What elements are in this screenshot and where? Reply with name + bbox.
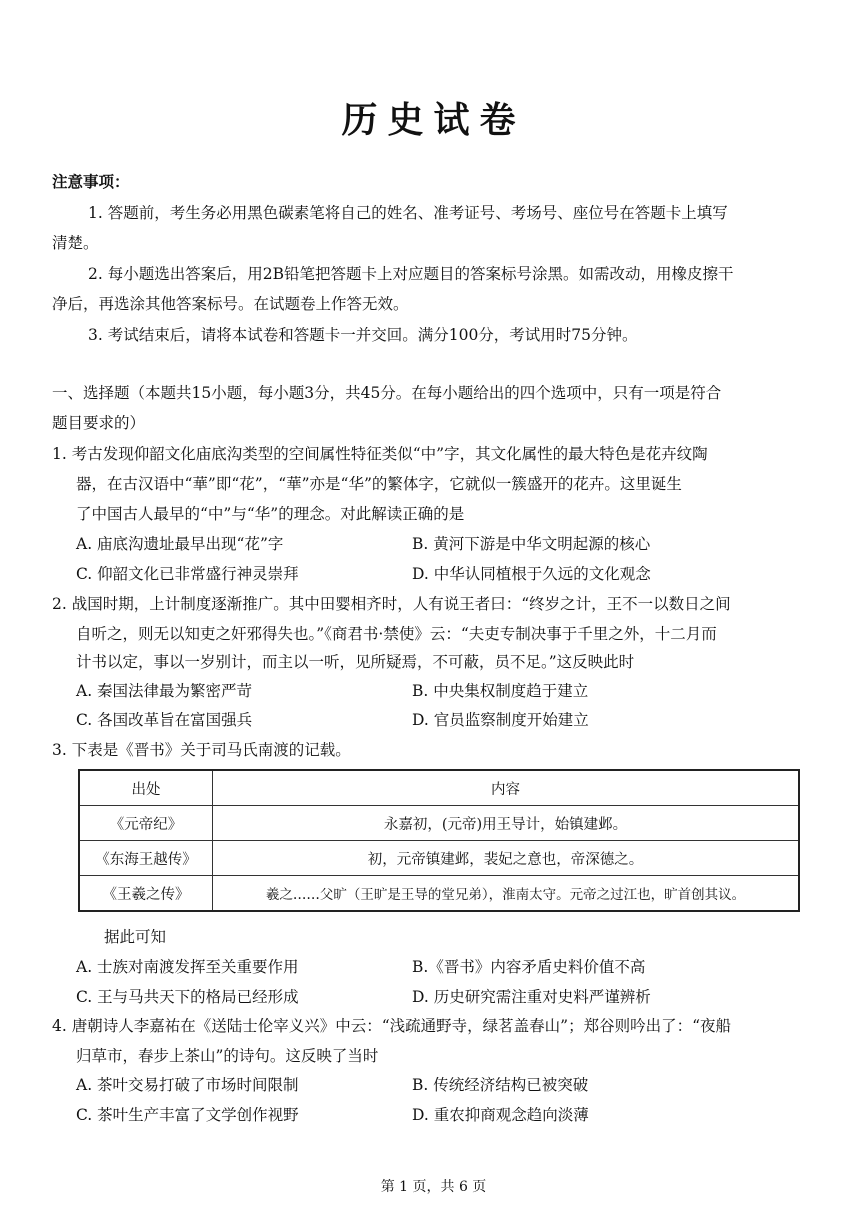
question-3-stem: 3. 下表是《晋书》关于司马氏南渡的记载。: [52, 741, 351, 759]
table-cell-content: 永嘉初，(元帝)用王导计，始镇建邺。: [213, 806, 800, 841]
question-1-option-a: A. 庙底沟遗址最早出现“花”字: [76, 535, 284, 553]
table-row: [79, 806, 799, 841]
question-2-option-a: A. 秦国法律最为繁密严苛: [76, 682, 253, 700]
question-4-option-d: D. 重农抑商观念趋向淡薄: [412, 1106, 589, 1124]
question-4-option-b: B. 传统经济结构已被突破: [412, 1076, 589, 1094]
page-number: 第 1 页，共 6 页: [380, 1179, 487, 1195]
table-header-source: 出处: [79, 770, 213, 806]
question-2-option-c: C. 各国改革旨在富国强兵: [76, 711, 253, 729]
question-2-stem: 2. 战国时期，上计制度逐渐推广。其中田婴相齐时，人有说王者曰：“终岁之计，王不一以数日之间: [52, 595, 731, 613]
question-1-stem-3: 了中国古人最早的“中”与“华”的理念。对此解读正确的是: [76, 505, 465, 523]
question-4-option-c: C. 茶叶生产丰富了文学创作视野: [76, 1106, 299, 1124]
notice-item-3: 3. 考试结束后，请将本试卷和答题卡一并交回。满分100分，考试用时75分钟。: [88, 326, 638, 344]
table-row: [79, 876, 799, 912]
question-4-stem-2: 归草市，春步上茶山”的诗句。这反映了当时: [76, 1047, 379, 1065]
table-row: [79, 841, 799, 876]
notice-item-1-cont: 清楚。: [52, 234, 99, 252]
section-heading: 一、选择题（本题共15小题，每小题3分，共45分。在每小题给出的四个选项中，只有一项是符合: [52, 384, 722, 402]
question-2-stem-3: 计书以定，事以一岁别计，而主以一听，见所疑焉，不可蔽，员不足。”这反映此时: [76, 653, 635, 671]
section-heading-cont: 题目要求的）: [52, 414, 146, 432]
table-cell-content: 羲之……父旷（王旷是王导的堂兄弟），淮南太守。元帝之过江也，旷首创其议。: [213, 876, 800, 912]
table-cell-source: 《王羲之传》: [79, 876, 213, 912]
question-2-stem-2: 自听之，则无以知吏之奸邪得失也。”《商君书·禁使》云：“夫吏专制决事于千里之外，十二月而: [76, 625, 717, 643]
question-1-stem: 1. 考古发现仰韶文化庙底沟类型的空间属性特征类似“中”字，其文化属性的最大特色是花卉纹陶: [52, 445, 708, 463]
question-3-option-c: C. 王与马共天下的格局已经形成: [76, 988, 299, 1006]
table-cell-content: 初，元帝镇建邺，裴妃之意也，帝深德之。: [213, 841, 800, 876]
page-title: 历史试卷: [341, 99, 526, 141]
question-1-option-c: C. 仰韶文化已非常盛行神灵崇拜: [76, 565, 299, 583]
question-3-option-b: B.《晋书》内容矛盾史料价值不高: [412, 958, 646, 976]
notice-item-1: 1. 答题前，考生务必用黑色碳素笔将自己的姓名、准考证号、考场号、座位号在答题卡上填写: [88, 204, 728, 222]
table-header-content: 内容: [213, 770, 800, 806]
table-cell-source: 《元帝纪》: [79, 806, 213, 841]
question-4-stem: 4. 唐朝诗人李嘉祐在《送陆士伦宰义兴》中云：“浅疏通野寺，绿茗盖春山”；郑谷则吟出了：“夜船: [52, 1017, 731, 1035]
question-2-option-d: D. 官员监察制度开始建立: [412, 711, 589, 729]
question-3-lead: 据此可知: [104, 928, 167, 946]
question-3-option-a: A. 士族对南渡发挥至关重要作用: [76, 958, 299, 976]
notice-item-2: 2. 每小题选出答案后，用2B铅笔把答题卡上对应题目的答案标号涂黑。如需改动，用橡皮擦干: [88, 265, 734, 283]
question-1-stem-2: 器，在古汉语中“華”即“花”，“華”亦是“华”的繁体字，它就似一簇盛开的花卉。这里诞生: [76, 475, 682, 493]
records-table: [78, 769, 800, 912]
question-2-option-b: B. 中央集权制度趋于建立: [412, 682, 589, 700]
table-cell-source: 《东海王越传》: [79, 841, 213, 876]
question-1-option-d: D. 中华认同植根于久远的文化观念: [412, 565, 651, 583]
question-3-option-d: D. 历史研究需注重对史料严谨辨析: [412, 988, 651, 1006]
notice-heading: 注意事项：: [52, 173, 130, 191]
notice-item-2-cont: 净后，再选涂其他答案标号。在试题卷上作答无效。: [52, 295, 409, 313]
question-1-option-b: B. 黄河下游是中华文明起源的核心: [412, 535, 651, 553]
table-header-row: [79, 770, 799, 806]
question-4-option-a: A. 茶叶交易打破了市场时间限制: [76, 1076, 299, 1094]
